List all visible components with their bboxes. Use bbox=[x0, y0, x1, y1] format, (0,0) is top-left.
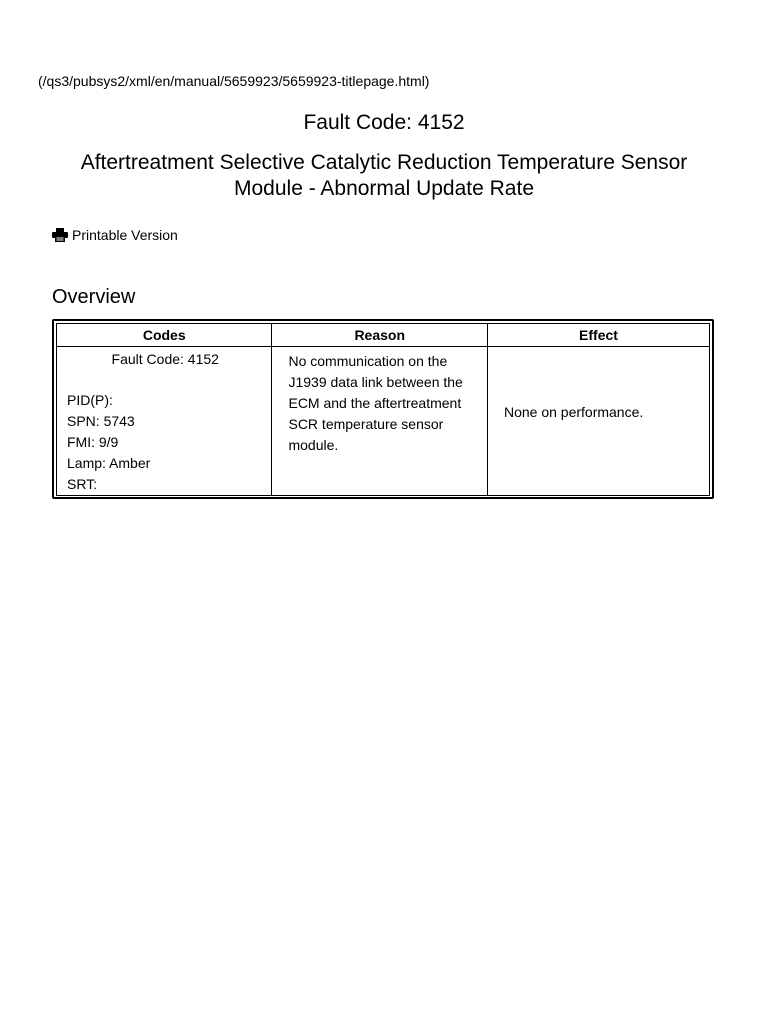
codes-srt: SRT: bbox=[67, 476, 98, 492]
printable-version-link[interactable] bbox=[52, 226, 178, 244]
codes-lamp: Lamp: Amber bbox=[67, 455, 151, 471]
table-header-row bbox=[57, 324, 710, 347]
reason-cell: No communication on the J1939 data link between the ECM and the aftertreatment SCR temperature sensor module. bbox=[272, 347, 487, 496]
printer-icon bbox=[52, 228, 68, 242]
overview-table bbox=[56, 323, 710, 496]
effect-text: None on performance. bbox=[503, 403, 644, 420]
overview-heading: Overview bbox=[52, 286, 136, 308]
column-header-codes: Codes bbox=[57, 324, 272, 347]
column-header-reason: Reason bbox=[272, 324, 487, 347]
codes-pid: PID(P): bbox=[67, 392, 113, 408]
printable-version-label: Printable Version bbox=[72, 227, 178, 243]
codes-fault-code: Fault Code: 4152 bbox=[111, 351, 219, 367]
codes-cell bbox=[57, 347, 272, 496]
source-url: (/qs3/pubsys2/xml/en/manual/5659923/5659923-titlepage.html) bbox=[38, 73, 430, 89]
table-row bbox=[57, 347, 710, 496]
codes-spn: SPN: 5743 bbox=[67, 413, 135, 429]
page-title: Aftertreatment Selective Catalytic Reduction Temperature Sensor Module - Abnormal Update Rate bbox=[80, 151, 688, 200]
effect-cell bbox=[487, 347, 709, 496]
codes-fmi: FMI: 9/9 bbox=[67, 434, 119, 450]
column-header-effect: Effect bbox=[487, 324, 709, 347]
fault-code-title: Fault Code: 4152 bbox=[303, 111, 465, 134]
overview-table-frame bbox=[52, 319, 714, 499]
